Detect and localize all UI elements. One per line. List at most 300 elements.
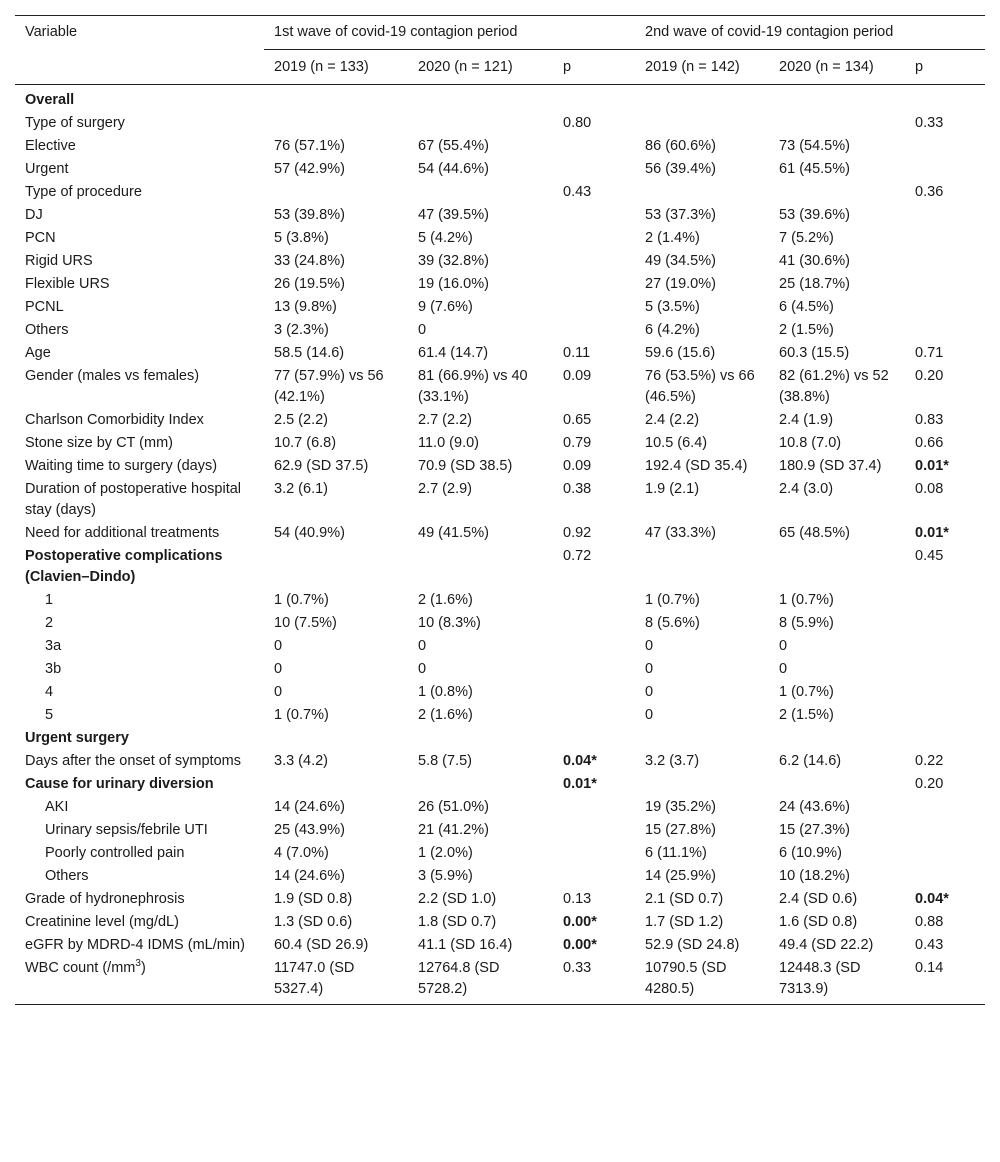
cell-variable: Type of surgery [25,115,125,131]
cell-w1-2020: 54 (44.6%) [418,161,489,177]
cell-w2-2019: 53 (37.3%) [645,207,716,223]
cell-w1-2019: 10.7 (6.8) [274,435,337,451]
cell-w1-p: 0.38 [563,481,592,497]
cell-w1-p [553,636,635,659]
cell-w2-p [905,297,985,320]
cell-w2-p: 0.66 [915,435,944,451]
table-row [15,366,985,410]
cell-w2-2019: 1.7 (SD 1.2) [645,914,724,930]
cell-w1-2019: 1.3 (SD 0.6) [274,914,353,930]
cell-w1-2019: 1 (0.7%) [274,592,329,608]
cell-w2-2020: 8 (5.9%) [779,615,834,631]
cell-variable: Grade of hydronephrosis [25,891,185,907]
cell-w2-p [905,85,985,114]
cell-variable: Charlson Comorbidity Index [25,412,204,428]
header-wave2: 2nd wave of covid-19 contagion period [645,24,894,40]
cell-w2-p [905,636,985,659]
table-row [15,912,985,935]
cell-variable: PCN [25,230,56,246]
cell-w1-2019 [264,85,408,114]
cell-variable: Days after the onset of symptoms [25,753,241,769]
cell-variable: DJ [25,207,43,223]
cell-w1-2020: 70.9 (SD 38.5) [418,458,513,474]
cell-w2-2020: 10.8 (7.0) [779,435,842,451]
cell-variable: eGFR by MDRD-4 IDMS (mL/min) [25,937,245,953]
cell-w2-p [905,705,985,728]
cell-w2-2019: 10.5 (6.4) [645,435,708,451]
cell-w1-2019: 2.5 (2.2) [274,412,328,428]
cell-w2-p [905,613,985,636]
cell-w1-p: 0.79 [563,435,592,451]
cell-w2-2019: 3.2 (3.7) [645,753,700,769]
cell-variable: Creatinine level (mg/dL) [25,914,179,930]
results-table [15,15,985,1005]
cell-w1-p [553,820,635,843]
cell-w1-2019: 4 (7.0%) [274,845,329,861]
cell-w2-2019: 1 (0.7%) [645,592,700,608]
cell-w1-2020: 5 (4.2%) [418,230,473,246]
header-w2-2019: 2019 (n = 142) [635,50,769,85]
cell-variable: Gender (males vs females) [25,368,200,384]
cell-w2-p: 0.45 [915,548,944,564]
table-row [15,728,985,751]
cell-w2-p: 0.04* [915,891,949,907]
cell-variable: WBC count $(/mm^3)$ [15,958,264,1005]
cell-w1-p [553,85,635,114]
table-row [15,866,985,889]
cell-w1-p [553,728,635,751]
cell-w2-p: 0.88 [915,914,944,930]
table-row [15,182,985,205]
cell-w1-2020: 9 (7.6%) [418,299,473,315]
cell-w2-p: 0.22 [915,753,944,769]
table-row [15,590,985,613]
cell-w2-p [905,843,985,866]
cell-w2-2020: 6 (10.9%) [779,845,842,861]
cell-w1-p: 0.13 [563,891,592,907]
cell-w2-2019 [635,113,769,136]
cell-w2-2020: 10 (18.2%) [779,868,850,884]
cell-w1-p [553,682,635,705]
cell-w1-2020: 2.2 (SD 1.0) [418,891,497,907]
cell-w1-2019: 62.9 (SD 37.5) [274,458,369,474]
table-row [15,705,985,728]
table-row [15,523,985,546]
cell-w1-2019: 14 (24.6%) [274,868,345,884]
cell-w2-p [905,659,985,682]
cell-w1-2020: 19 (16.0%) [418,276,489,292]
cell-variable: Overall [25,92,75,108]
cell-w2-2020: 2.4 (SD 0.6) [779,891,858,907]
cell-w1-2020 [408,113,553,136]
cell-w1-2019 [264,182,408,205]
cell-w2-2020 [769,113,905,136]
cell-w2-2020: 73 (54.5%) [779,138,850,154]
cell-w2-2020: 41 (30.6%) [779,253,850,269]
cell-w2-2020: 1.6 (SD 0.8) [779,914,858,930]
cell-w2-2020: 25 (18.7%) [779,276,850,292]
cell-w2-2019: 8 (5.6%) [645,615,700,631]
header-w1-2019: 2019 (n = 133) [264,50,408,85]
cell-w2-2019: 2.1 (SD 0.7) [645,891,724,907]
cell-w2-2019 [635,182,769,205]
cell-w1-2019: 5 (3.8%) [274,230,329,246]
cell-w1-2019: 0 [274,661,283,677]
cell-w1-p [553,659,635,682]
cell-w2-2019: 86 (60.6%) [645,138,716,154]
cell-w1-2020 [408,728,553,751]
cell-w2-2020: 15 (27.3%) [779,822,850,838]
cell-w1-2019: 25 (43.9%) [274,822,345,838]
cell-w1-2020: 0 [418,322,427,338]
table-row [15,159,985,182]
cell-w2-2019: 56 (39.4%) [645,161,716,177]
cell-variable: Others [45,868,89,884]
table-row [15,958,985,1005]
header-w1-p: p [553,50,635,85]
cell-w2-2019: 0 [645,707,654,723]
cell-w1-p [553,136,635,159]
cell-w2-2020: 2 (1.5%) [779,322,834,338]
cell-w1-p: 0.33 [553,958,635,1005]
table-row [15,228,985,251]
cell-w1-2020 [408,85,553,114]
cell-w2-p [905,682,985,705]
cell-w1-2020: 12764.8 (SD 5728.2) [408,958,553,1005]
cell-w1-2020: 0 [418,661,427,677]
cell-w2-p [905,797,985,820]
cell-w1-2019: 33 (24.8%) [274,253,345,269]
cell-w2-2019: 2.4 (2.2) [645,412,700,428]
cell-variable: 3b [45,661,62,677]
cell-w1-p: 0.09 [563,368,592,384]
cell-w2-2019: 19 (35.2%) [645,799,716,815]
cell-w1-p [553,613,635,636]
header-variable-blank [15,50,264,85]
cell-w1-p [553,251,635,274]
cell-variable: 3a [45,638,62,654]
cell-w2-2020: 24 (43.6%) [779,799,850,815]
cell-w1-2020 [408,774,553,797]
cell-w1-2019: 76 (57.1%) [274,138,345,154]
cell-w2-2019: 0 [645,661,654,677]
cell-w1-2019: 10 (7.5%) [274,615,337,631]
cell-w2-2020: 60.3 (15.5) [779,345,850,361]
cell-w1-p: 0.72 [563,548,592,564]
cell-w1-2020: 3 (5.9%) [418,868,473,884]
cell-w1-2020: 47 (39.5%) [418,207,489,223]
cell-w1-2020: 67 (55.4%) [418,138,489,154]
cell-w2-2020: 6.2 (14.6) [779,753,842,769]
cell-w2-2020: 12448.3 (SD 7313.9) [769,958,905,1005]
table-row [15,843,985,866]
cell-w2-2019: 52.9 (SD 24.8) [645,937,740,953]
table-row [15,479,985,523]
cell-w1-p: 0.04* [563,753,597,769]
cell-variable: 1 [45,592,54,608]
cell-variable: PCNL [25,299,64,315]
cell-w2-2019 [635,546,769,590]
table-body [15,85,985,1005]
cell-w2-2020: 61 (45.5%) [779,161,850,177]
cell-w2-p: 0.20 [915,776,944,792]
table-row [15,320,985,343]
cell-w1-2019: 14 (24.6%) [274,799,345,815]
cell-variable: Postoperative complications (Clavien–Dindo) [25,548,223,585]
header-w1-2020: 2020 (n = 121) [408,50,553,85]
cell-w2-p [905,228,985,251]
cell-w2-2019 [635,774,769,797]
cell-w1-2020: 5.8 (7.5) [418,753,472,769]
cell-w1-2019: 53 (39.8%) [274,207,345,223]
cell-w1-2019: 77 (57.9%) vs 56 (42.1%) [274,368,384,405]
cell-w2-2020: 7 (5.2%) [779,230,834,246]
cell-w2-p: 0.33 [915,115,944,131]
cell-w1-2019: 57 (42.9%) [274,161,345,177]
header-w2-p: p [905,50,985,85]
cell-w2-2019: 0 [645,638,654,654]
cell-variable: Elective [25,138,76,154]
table-row [15,546,985,590]
cell-w1-2020 [408,546,553,590]
cell-w2-p [905,136,985,159]
table-row [15,774,985,797]
header-variable: Variable [25,24,78,40]
cell-w2-2019: 15 (27.8%) [645,822,716,838]
table-row [15,433,985,456]
cell-variable: AKI [45,799,69,815]
cell-w1-p: 0.11 [563,345,591,361]
cell-w1-2019: 11747.0 (SD 5327.4) [264,958,408,1005]
cell-w1-2020: 81 (66.9%) vs 40 (33.1%) [418,368,528,405]
cell-w1-2019: 26 (19.5%) [274,276,345,292]
table-row [15,456,985,479]
cell-w2-p [905,159,985,182]
cell-w1-2019: 13 (9.8%) [274,299,337,315]
cell-w2-p [905,320,985,343]
cell-variable: Duration of postoperative hospital stay (days) [25,481,242,518]
table-row [15,343,985,366]
cell-w1-p [553,843,635,866]
cell-w2-p [905,820,985,843]
cell-w2-p: 0.83 [915,412,944,428]
cell-w1-p [553,274,635,297]
cell-w2-p: 0.01* [915,458,949,474]
header-w2-2020: 2020 (n = 134) [769,50,905,85]
cell-w1-2019: 54 (40.9%) [274,525,345,541]
cell-w1-2020 [408,182,553,205]
cell-w2-p: 0.08 [915,481,944,497]
table-row [15,85,985,114]
cell-w2-p [905,866,985,889]
cell-w2-2019: 192.4 (SD 35.4) [645,458,748,474]
cell-w2-2020 [769,546,905,590]
cell-w2-p [905,274,985,297]
cell-w2-2019: 1.9 (2.1) [645,481,700,497]
cell-w2-p [905,728,985,751]
cell-w2-2019: 27 (19.0%) [645,276,716,292]
cell-w1-p: 0.00* [563,914,597,930]
cell-w1-p [553,590,635,613]
cell-w2-2020: 49.4 (SD 22.2) [779,937,874,953]
table-row [15,297,985,320]
cell-variable: 2 [45,615,54,631]
cell-w1-p: 0.01* [563,776,597,792]
cell-w1-2020: 2.7 (2.9) [418,481,472,497]
cell-w1-2020: 1 (2.0%) [418,845,473,861]
cell-variable: Cause for urinary diversion [25,776,214,792]
cell-w2-2020: 82 (61.2%) vs 52 (38.8%) [779,368,889,405]
cell-variable: Flexible URS [25,276,110,292]
cell-w2-2020: 6 (4.5%) [779,299,834,315]
table-row [15,274,985,297]
cell-variable: Poorly controlled pain [45,845,185,861]
table-row [15,682,985,705]
cell-w1-2020: 1.8 (SD 0.7) [418,914,497,930]
table-row [15,820,985,843]
cell-w1-p [553,205,635,228]
cell-w2-2020: 2.4 (1.9) [779,412,834,428]
cell-w2-2020: 53 (39.6%) [779,207,850,223]
cell-w1-2020: 61.4 (14.7) [418,345,489,361]
cell-w2-2020: 0 [779,661,788,677]
cell-variable: Urinary sepsis/febrile UTI [45,822,208,838]
cell-w1-2020: 39 (32.8%) [418,253,489,269]
cell-w2-p: 0.14 [905,958,985,1005]
cell-variable: Type of procedure [25,184,142,200]
cell-w1-p: 0.00* [563,937,597,953]
cell-w2-p: 0.01* [915,525,949,541]
cell-w2-2019 [635,85,769,114]
cell-w2-2019: 6 (4.2%) [645,322,700,338]
cell-w1-2020: 1 (0.8%) [418,684,473,700]
cell-w2-2020: 180.9 (SD 37.4) [779,458,882,474]
cell-w2-2020 [769,728,905,751]
cell-w2-2019: 5 (3.5%) [645,299,700,315]
cell-variable: Rigid URS [25,253,93,269]
cell-w1-p [553,320,635,343]
cell-w2-2019: 10790.5 (SD 4280.5) [635,958,769,1005]
cell-w1-2020: 49 (41.5%) [418,525,489,541]
cell-w2-p: 0.20 [915,368,944,384]
cell-w1-2019: 3.3 (4.2) [274,753,328,769]
cell-w1-2020: 11.0 (9.0) [418,435,479,451]
cell-w1-2020: 2.7 (2.2) [418,412,472,428]
cell-w2-p: 0.36 [915,184,944,200]
table-row [15,751,985,774]
cell-w1-p [553,797,635,820]
cell-w2-2019: 49 (34.5%) [645,253,716,269]
cell-variable: 4 [45,684,54,700]
cell-w2-2019: 59.6 (15.6) [645,345,716,361]
cell-w2-2019: 76 (53.5%) vs 66 (46.5%) [645,368,755,405]
cell-w1-2020: 0 [418,638,427,654]
cell-w1-p [553,297,635,320]
cell-w1-2019: 0 [274,684,283,700]
cell-w2-2020: 2.4 (3.0) [779,481,834,497]
table-row [15,889,985,912]
cell-w1-p [553,159,635,182]
cell-w2-2020: 1 (0.7%) [779,592,834,608]
cell-w1-2019: 3 (2.3%) [274,322,329,338]
table-row [15,613,985,636]
cell-w1-2019 [264,728,408,751]
cell-w1-p: 0.43 [563,184,592,200]
table-row [15,659,985,682]
cell-w1-p [553,705,635,728]
cell-variable: Need for additional treatments [25,525,220,541]
header-wave1: 1st wave of covid-19 contagion period [274,24,518,40]
cell-variable: Waiting time to surgery (days) [25,458,218,474]
cell-w2-p [905,251,985,274]
cell-w2-2019: 47 (33.3%) [645,525,716,541]
cell-w2-2020 [769,85,905,114]
cell-w1-2020: 26 (51.0%) [418,799,489,815]
cell-w2-p [905,205,985,228]
table-row [15,113,985,136]
cell-w1-2020: 10 (8.3%) [418,615,481,631]
cell-w2-p [905,590,985,613]
cell-w1-2019: 1 (0.7%) [274,707,329,723]
cell-w2-2020: 0 [779,638,788,654]
cell-w1-2019: 58.5 (14.6) [274,345,345,361]
cell-w2-2020: 1 (0.7%) [779,684,834,700]
cell-w2-2020 [769,182,905,205]
table-row [15,935,985,958]
cell-w1-2019: 1.9 (SD 0.8) [274,891,353,907]
cell-w2-p: 0.43 [915,937,944,953]
cell-variable: 5 [45,707,54,723]
cell-w1-2019: 3.2 (6.1) [274,481,328,497]
cell-w2-2020: 2 (1.5%) [779,707,834,723]
table-row [15,251,985,274]
cell-variable: Age [25,345,51,361]
table-row [15,205,985,228]
cell-w1-2020: 2 (1.6%) [418,592,473,608]
cell-w2-p: 0.71 [915,345,944,361]
cell-w2-2019 [635,728,769,751]
table-row [15,410,985,433]
cell-variable: Urgent [25,161,69,177]
cell-w1-2020: 2 (1.6%) [418,707,473,723]
cell-variable: Others [25,322,69,338]
cell-w1-2019 [264,774,408,797]
cell-w1-2019: 0 [274,638,283,654]
cell-w1-p: 0.92 [563,525,592,541]
cell-w1-2019: 60.4 (SD 26.9) [274,937,369,953]
cell-w1-p [553,228,635,251]
cell-w1-p: 0.80 [563,115,592,131]
cell-w1-p: 0.09 [563,458,592,474]
cell-w2-2019: 14 (25.9%) [645,868,716,884]
cell-w1-2019 [264,113,408,136]
cell-w1-p [553,866,635,889]
cell-variable: Stone size by CT (mm) [25,435,173,451]
cell-w2-2019: 0 [645,684,654,700]
table-row [15,636,985,659]
cell-w2-2020: 65 (48.5%) [779,525,850,541]
cell-w2-2019: 2 (1.4%) [645,230,700,246]
cell-w2-2019: 6 (11.1%) [645,845,707,861]
cell-w1-2019 [264,546,408,590]
cell-w2-2020 [769,774,905,797]
cell-variable: Urgent surgery [25,730,129,746]
table-row [15,797,985,820]
cell-w1-p: 0.65 [563,412,592,428]
cell-w1-2020: 21 (41.2%) [418,822,489,838]
table-row [15,136,985,159]
cell-w1-2020: 41.1 (SD 16.4) [418,937,513,953]
